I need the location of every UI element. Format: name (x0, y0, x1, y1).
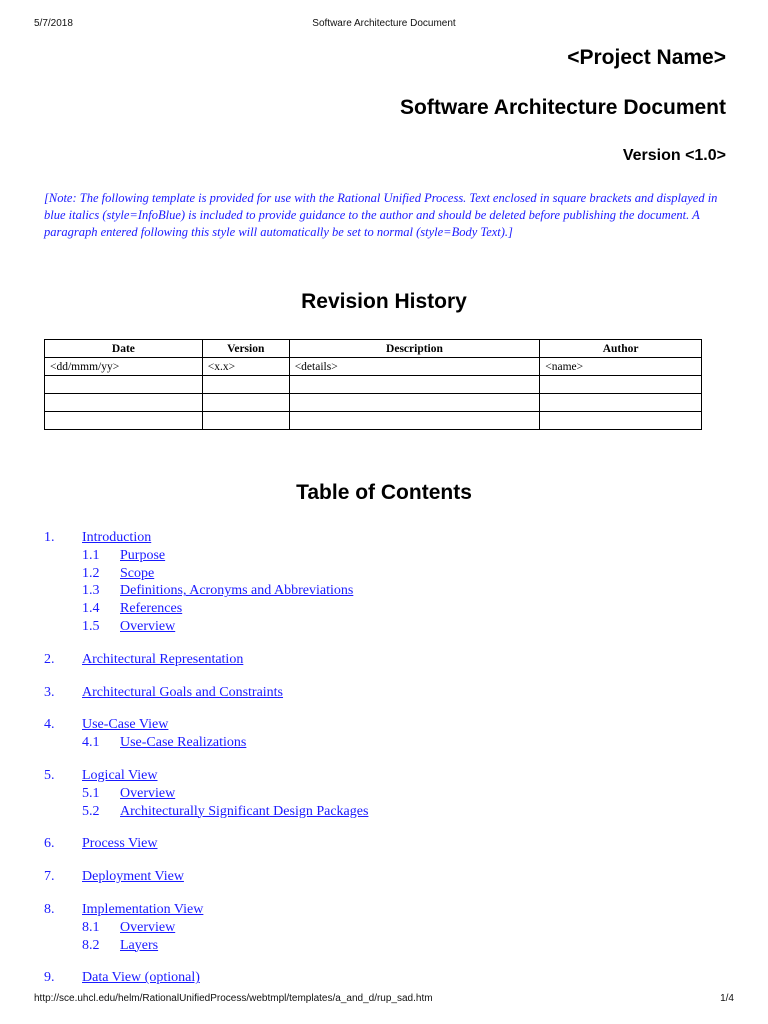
table-of-contents (44, 529, 368, 1002)
toc-entry (44, 937, 368, 955)
toc-entry (44, 767, 368, 785)
toc-link[interactable] (82, 735, 246, 750)
table-cell (289, 394, 540, 412)
toc-number: 7. (44, 869, 55, 885)
toc-link[interactable] (82, 601, 182, 616)
table-cell (202, 394, 289, 412)
toc-link[interactable] (44, 685, 283, 700)
column-header-author: Author (540, 340, 702, 358)
toc-entry (44, 684, 368, 702)
table-cell: <x.x> (202, 358, 289, 376)
table-cell (202, 412, 289, 430)
toc-entry (44, 969, 368, 987)
toc-group (44, 716, 368, 752)
toc-heading: Table of Contents (296, 481, 472, 504)
table-cell: <dd/mmm/yy> (45, 358, 203, 376)
toc-link[interactable] (44, 836, 158, 851)
toc-entry (44, 529, 368, 547)
toc-entry (44, 565, 368, 583)
table-cell (45, 376, 203, 394)
toc-label: Deployment View (82, 869, 184, 885)
page-number: 1/4 (720, 993, 734, 1004)
revision-history-table (44, 339, 702, 430)
toc-entry (44, 919, 368, 937)
toc-group (44, 529, 368, 636)
template-note: [Note: The following template is provided for use with the Rational Unified Process. Text enclosed in square brackets and displayed in blue italics (style=InfoBlue) is included to provide guidance to the author and should be deleted before publishing the document. A paragraph entered following this style will automatically be set to normal (style=Body Text).] (44, 191, 718, 239)
toc-label: Logical View (82, 767, 158, 783)
toc-label: Layers (120, 937, 159, 953)
toc-link[interactable] (82, 548, 165, 563)
toc-link[interactable] (82, 566, 154, 581)
toc-link[interactable] (82, 920, 175, 935)
toc-link[interactable] (44, 717, 168, 732)
toc-link[interactable] (44, 530, 151, 545)
toc-link[interactable] (44, 869, 184, 884)
toc-label: Architectural Goals and Constraints (82, 684, 284, 700)
table-cell (540, 394, 702, 412)
toc-entry (44, 547, 368, 565)
table-cell (540, 412, 702, 430)
table-row (45, 358, 702, 376)
table-cell (45, 412, 203, 430)
toc-entry (44, 803, 368, 821)
toc-number: 8.2 (82, 937, 100, 953)
toc-label: Data View (optional) (82, 970, 200, 986)
table-header-row (45, 340, 702, 358)
toc-link[interactable] (82, 786, 175, 801)
toc-link[interactable] (82, 938, 158, 953)
toc-label: Architectural Representation (82, 651, 244, 667)
toc-entry (44, 901, 368, 919)
toc-link[interactable] (44, 970, 200, 985)
table-cell: <details> (289, 358, 540, 376)
toc-number: 5.2 (82, 803, 100, 819)
toc-group (44, 901, 368, 954)
toc-link[interactable] (82, 583, 353, 598)
toc-number: 5. (44, 767, 55, 783)
table-row (45, 412, 702, 430)
print-date: 5/7/2018 (34, 18, 73, 29)
table-row (45, 394, 702, 412)
toc-link[interactable] (82, 804, 368, 819)
toc-number: 1.1 (82, 547, 100, 563)
toc-entry (44, 716, 368, 734)
table-cell (45, 394, 203, 412)
toc-entry (44, 651, 368, 669)
table-cell: <name> (540, 358, 702, 376)
print-title: Software Architecture Document (312, 18, 456, 29)
column-header-description: Description (289, 340, 540, 358)
table-cell (540, 376, 702, 394)
toc-number: 4.1 (82, 735, 100, 751)
toc-number: 3. (44, 684, 55, 700)
print-header (34, 18, 734, 32)
toc-number: 8. (44, 901, 55, 917)
toc-label: Definitions, Acronyms and Abbreviations (120, 583, 354, 599)
toc-group (44, 868, 368, 886)
table-cell (289, 412, 540, 430)
column-header-date: Date (45, 340, 203, 358)
project-name: <Project Name> (567, 46, 726, 69)
toc-number: 2. (44, 651, 55, 667)
toc-number: 1.5 (82, 618, 100, 634)
toc-entry (44, 734, 368, 752)
toc-group (44, 767, 368, 820)
toc-entry (44, 618, 368, 636)
toc-number: 4. (44, 717, 55, 733)
table-row (45, 376, 702, 394)
toc-number: 1. (44, 530, 55, 545)
toc-number: 1.3 (82, 583, 100, 599)
toc-label: Introduction (82, 530, 152, 545)
toc-label: Overview (120, 919, 176, 935)
toc-group (44, 835, 368, 853)
table-cell (202, 376, 289, 394)
toc-entry (44, 835, 368, 853)
toc-number: 5.1 (82, 785, 100, 801)
toc-link[interactable] (44, 768, 158, 783)
toc-label: References (120, 601, 183, 617)
document-title: Software Architecture Document (400, 96, 726, 119)
toc-number: 6. (44, 836, 55, 852)
toc-link[interactable] (44, 652, 243, 667)
toc-entry (44, 868, 368, 886)
toc-label: Implementation View (82, 901, 204, 917)
toc-label: Process View (82, 836, 158, 852)
toc-group (44, 651, 368, 669)
toc-link[interactable] (44, 902, 203, 917)
toc-number: 1.4 (82, 601, 100, 617)
toc-entry (44, 785, 368, 803)
document-version: Version <1.0> (622, 147, 726, 164)
toc-label: Purpose (120, 547, 166, 563)
toc-label: Scope (120, 565, 155, 581)
toc-label: Overview (120, 618, 176, 634)
toc-entry (44, 600, 368, 618)
toc-number: 8.1 (82, 919, 100, 935)
toc-label: Overview (120, 785, 176, 801)
table-cell (289, 376, 540, 394)
toc-link[interactable] (82, 619, 175, 634)
toc-number: 1.2 (82, 565, 100, 581)
revision-history-heading: Revision History (301, 290, 467, 313)
toc-group (44, 969, 368, 987)
toc-number: 9. (44, 970, 55, 986)
print-footer (34, 993, 734, 1007)
toc-entry (44, 582, 368, 600)
toc-group (44, 684, 368, 702)
toc-label: Use-Case View (82, 717, 169, 733)
column-header-version: Version (202, 340, 289, 358)
toc-label: Architecturally Significant Design Packages (120, 803, 369, 819)
page-url: http://sce.uhcl.edu/helm/RationalUnifiedProcess/webtmpl/templates/a_and_d/rup_sad.htm (34, 993, 433, 1004)
toc-label: Use-Case Realizations (120, 735, 247, 751)
